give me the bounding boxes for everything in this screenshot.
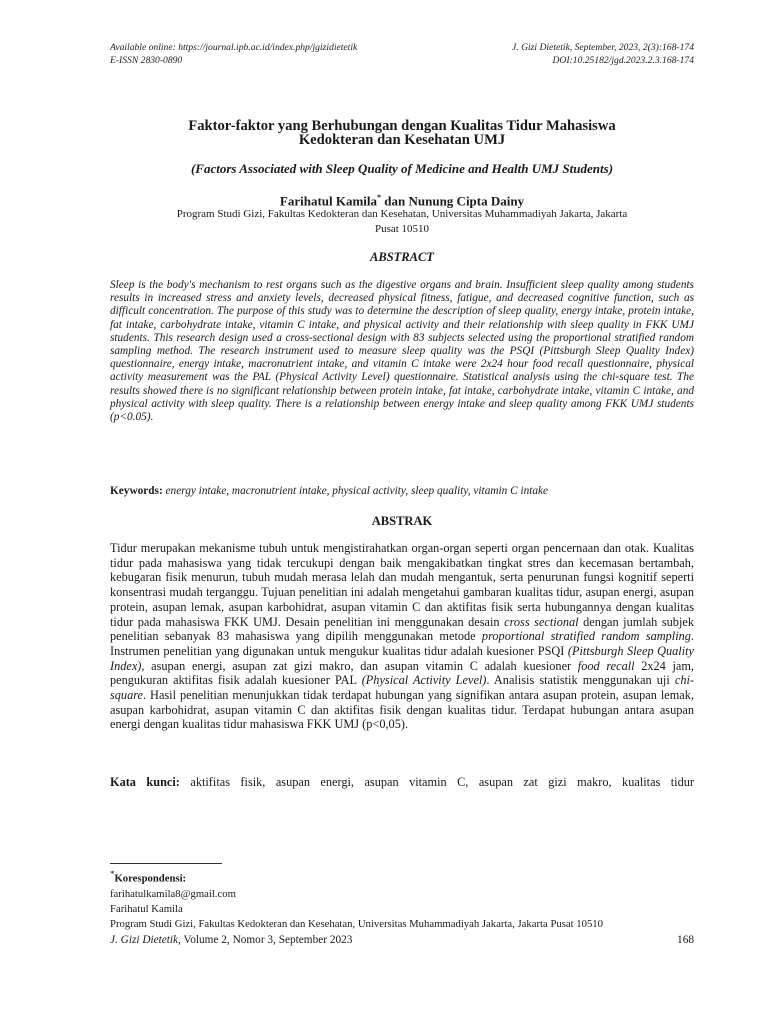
- running-header-right: [512, 41, 694, 67]
- abstrak-term-1: cross sectional: [504, 614, 579, 629]
- footer-citation: [110, 934, 352, 946]
- abstrak-term-6: chi-square: [110, 673, 695, 703]
- kata-kunci-label: Kata kunci:: [110, 775, 180, 789]
- footnote-divider: [110, 863, 222, 864]
- keywords-text: energy intake, macronutrient intake, physical activity, sleep quality, vitamin C intake: [162, 485, 549, 497]
- abstract-heading: ABSTRACT: [370, 250, 434, 264]
- footer-journal: J. Gizi Dietetik: [110, 934, 179, 946]
- footnote: [110, 867, 603, 932]
- eissn: E-ISSN 2830-0890: [110, 55, 183, 66]
- english-title-text: Factors Associated with Sleep Quality of Medicine and Health UMJ Students: [195, 161, 609, 176]
- author-first: Farihatul Kamila: [279, 193, 378, 209]
- corresponding-mark: *: [377, 193, 382, 202]
- english-title: [110, 161, 694, 177]
- english-title-open-paren: (: [190, 161, 196, 176]
- abstrak-text-6: . Analisis statistik menggunakan uji: [486, 673, 675, 688]
- abstrak-term-2: proportional stratified random sampling: [481, 629, 691, 644]
- journal-url[interactable]: Available online: https://journal.ipb.ac.id/index.php/jgizidietetik: [110, 42, 358, 53]
- footnote-email[interactable]: farihatulkamila8@gmail.com: [110, 887, 236, 900]
- keywords: [110, 484, 694, 498]
- abstract-body: Sleep is the body's mechanism to rest organs such as the digestive organs and brain. Insufficient sleep quality among students results in increased stress and anxiety levels, decreased physical fitness, fatigue, and decreased cognitive function, such as difficult concentration. The purpose of this study was to determine the description of sleep quality, energy intake, protein intake, fat intake, carbohydrate intake, vitamin C intake, and physical activity and their relationship with sleep quality in FKK UMJ students. This research design used a cross-sectional design with 83 subjects selected using the proportional stratified random sampling method. The research instrument used to measure sleep quality was the PSQI (Pittsburgh Sleep Quality Index) questionnaire, energy intake, macronutrient intake, and vitamin C intake were 2x24 hour food recall questionnaire, physical activity measurement was the PAL (Physical Activity Level) questionnaire. Statistical analysis using the chi-square test. The results showed there is no significant relationship between protein intake, fat intake, carbohydrate intake, vitamin C intake, and physical activity with sleep quality. There is a relationship between energy intake and sleep quality among FKK UMJ students (p<0.05).: [110, 279, 694, 424]
- abstrak-text-5: 2x24 jam, pengukuran aktifitas fisik adalah kuesioner PAL: [110, 658, 694, 688]
- running-header-left: [110, 41, 357, 67]
- kata-kunci: [110, 775, 694, 790]
- footnote-affiliation: Program Studi Gizi, Fakultas Kedokteran dan Kesehatan, Universitas Muhammadiyah Jakarta, Jakarta Pusat 10510: [110, 917, 603, 930]
- footnote-label: Korespondensi:: [114, 872, 187, 885]
- doi[interactable]: DOI:10.25182/jgd.2023.2.3.168-174: [552, 55, 694, 66]
- english-title-close-paren: ): [608, 161, 614, 176]
- page-number: 168: [677, 934, 694, 946]
- abstrak-heading: ABSTRAK: [371, 514, 433, 528]
- page-footer: [110, 934, 694, 946]
- abstrak-text-2: dengan jumlah subjek penelitian sebanyak 83 mahasiswa yang dipilih menggunakan metode: [110, 614, 694, 644]
- paper-title-line-2: Kedokteran dan Kesehatan UMJ: [298, 132, 506, 148]
- paper-title: [110, 119, 694, 147]
- abstrak-term-5: (Physical Activity Level): [361, 673, 487, 688]
- abstrak-text-7: . Hasil penelitian menunjukkan tidak terdapat hubungan yang signifikan antara asupan protein, asupan lemak, asupan karbohidrat, asupan vitamin C dan aktifitas fisik dengan kualitas tidur. Terdapat hubungan antara asupan energi dengan kualitas tidur mahasiswa FKK UMJ (p<0,05).: [110, 688, 694, 732]
- abstrak-text-1: Tidur merupakan mekanisme tubuh untuk mengistirahatkan organ-organ seperti organ pencernaan dan otak. Kualitas tidur pada mahasiswa yang tidak tercukupi dengan baik mengakibatkan tingkat stres dan kecemasan bertambah, kebugaran fisik menurun, tubuh mudah merasa lelah dan mudah mengantuk, serta penurunan fungsi kognitif seperti konsentrasi mudah terganggu. Tujuan penelitian ini adalah mengetahui gambaran kualitas tidur, asupan energi, asupan protein, asupan lemak, asupan karbohidrat, asupan vitamin C dan aktifitas fisik serta hubungannya dengan kualitas tidur pada mahasiswa FKK UMJ. Desain penelitian ini menggunakan desain: [110, 541, 694, 629]
- footnote-heading: [110, 867, 603, 887]
- footer-issue: , Volume 2, Nomor 3, September 2023: [178, 934, 353, 946]
- citation-line: J. Gizi Dietetik, September, 2023, 2(3):168-174: [512, 42, 694, 53]
- abstrak-term-3: (Pittsburgh Sleep Quality Index): [110, 643, 694, 673]
- affiliation-line-1: Program Studi Gizi, Fakultas Kedokteran dan Kesehatan, Universitas Muhammadiyah Jakarta, Jakarta: [176, 208, 628, 220]
- abstrak-body: [110, 541, 694, 732]
- abstrak-term-4: food recall: [577, 658, 635, 673]
- abstrak-text-4: , asupan energi, asupan zat gizi makro, dan asupan vitamin C adalah kuesioner: [141, 658, 578, 673]
- keywords-label: Keywords:: [110, 485, 163, 497]
- kata-kunci-text: aktifitas fisik, asupan energi, asupan vitamin C, asupan zat gizi makro, kualitas tidur: [179, 775, 694, 789]
- footnote-mark: *: [110, 869, 115, 879]
- affiliation: [110, 207, 694, 236]
- affiliation-line-2: Pusat 10510: [374, 222, 430, 235]
- paper-title-line-1: Faktor-faktor yang Berhubungan dengan Kualitas Tidur Mahasiswa: [188, 118, 616, 134]
- author-rest: dan Nunung Cipta Dainy: [381, 193, 525, 209]
- abstrak-text-3: . Instrumen penelitian yang digunakan untuk mengukur kualitas tidur adalah kuesioner PSQI: [110, 629, 694, 658]
- footnote-name: Farihatul Kamila: [110, 902, 183, 915]
